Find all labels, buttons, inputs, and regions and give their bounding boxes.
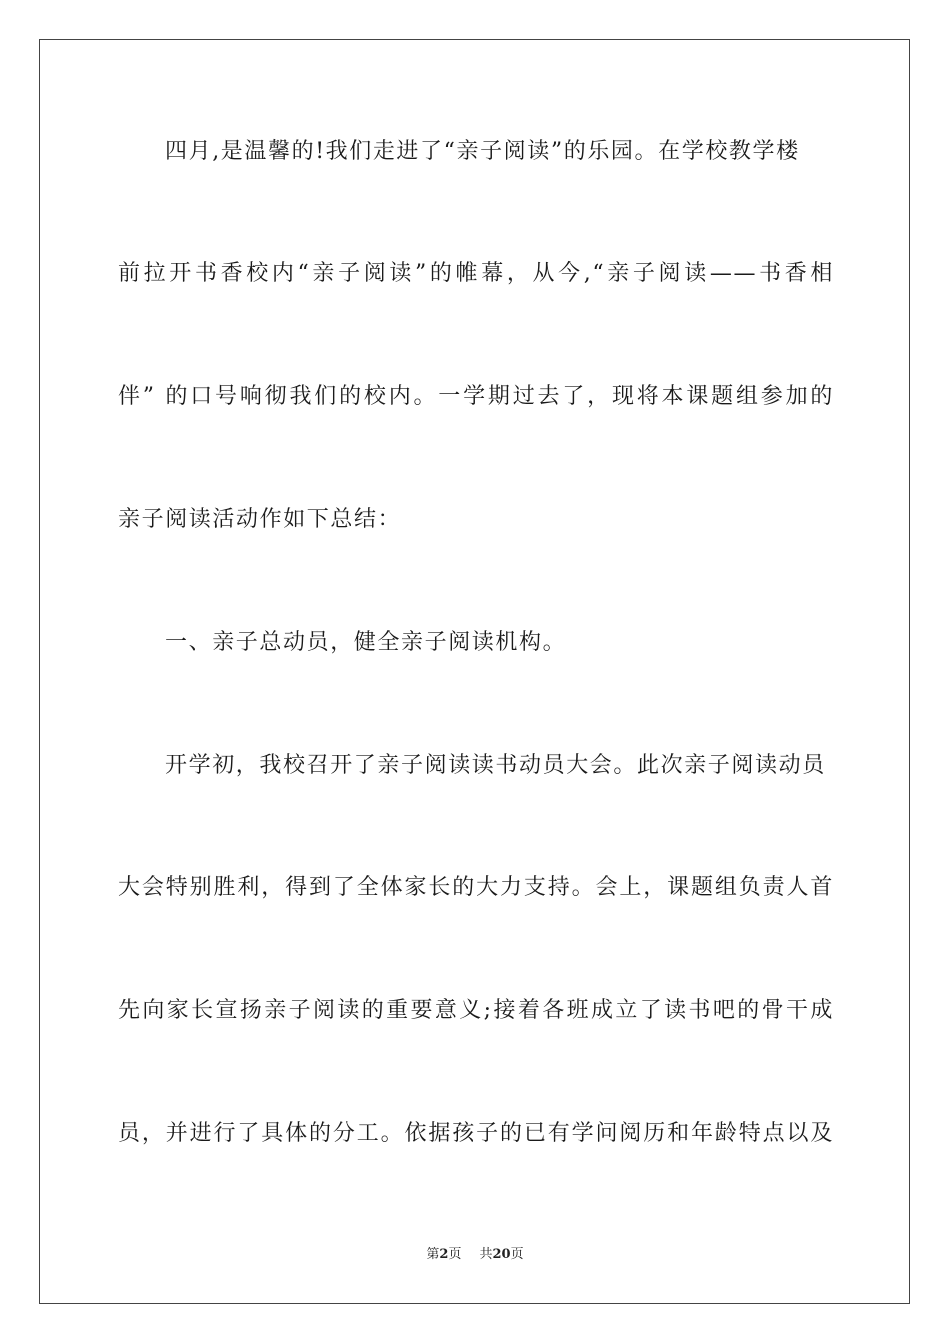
section-heading: 一、亲子总动员，健全亲子阅读机构。 [165, 630, 567, 655]
total-suffix: 页 [510, 1247, 524, 1262]
paragraph-line-8: 先向家长宣扬亲子阅读的重要意义;接着各班成立了读书吧的骨干成 [118, 998, 834, 1023]
paragraph-line-7: 大会特别胜利，得到了全体家长的大力支持。会上，课题组负责人首 [118, 875, 834, 900]
paragraph-line-6: 开学初，我校召开了亲子阅读读书动员大会。此次亲子阅读动员 [165, 753, 826, 778]
total-prefix: 共 [479, 1247, 493, 1262]
paragraph-line-3: 伴” 的口号响彻我们的校内。一学期过去了，现将本课题组参加的 [118, 384, 834, 409]
paragraph-line-4: 亲子阅读活动作如下总结： [118, 507, 402, 532]
paragraph-line-1: 四月,是温馨的!我们走进了“亲子阅读”的乐园。在学校教学楼 [165, 139, 800, 164]
total-pages: 20 [492, 1247, 511, 1262]
page-number: 2 [439, 1247, 449, 1262]
paragraph-line-9: 员，并进行了具体的分工。依据孩子的已有学问阅历和年龄特点以及 [118, 1121, 834, 1146]
page-frame [39, 39, 910, 1304]
page-suffix: 页 [448, 1247, 462, 1262]
page-footer [0, 1246, 950, 1264]
paragraph-line-2: 前拉开书香校内“亲子阅读”的帷幕，从今,“亲子阅读——书香相 [118, 261, 834, 286]
page-prefix: 第 [426, 1247, 440, 1262]
